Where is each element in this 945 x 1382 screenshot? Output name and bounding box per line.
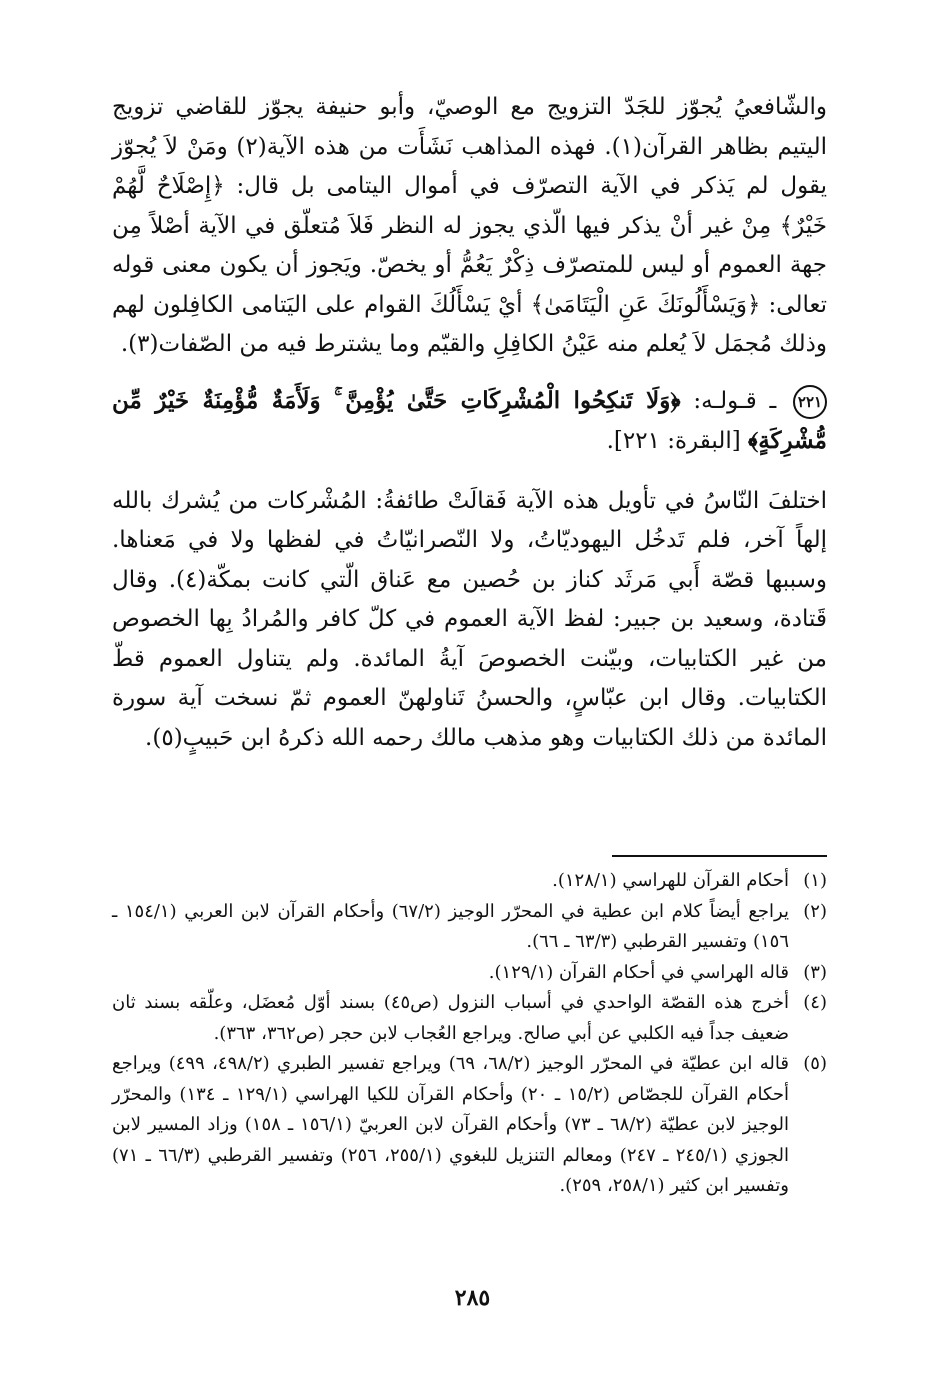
verse-number-badge: ٢٢١ [793, 385, 827, 419]
verse-paragraph [112, 381, 827, 462]
footnote-number: (٢) [803, 900, 827, 922]
verse-reference: [البقرة: ٢٢١]. [606, 428, 741, 454]
footnote-text: أخرج هذه القصّة الواحدي في أسباب النزول (ص٤٥) بسند أوّل مُعضَل، وعلّقه بسند ثان ضعيف جداً فيه الكلبي عن أبي صالح. ويراجع العُجاب لابن حجر (ص٣٦٢، ٣٦٣). [112, 992, 789, 1044]
footnote-number: (٣) [803, 961, 827, 983]
paragraph-1: والشّافعيُ يُجوّز للجَدّ التزويج مع الوصيّ، وأبو حنيفة يجوّز للقاضي تزويج اليتيم بظاهر القرآن(١). فهذه المذاهب نَشَأَت من هذه الآية(٢) ومَنْ لاَ يُجوّز يقول لم يَذكر في الآية التصرّف في أموال اليتامى بل قال: ﴿إِصْلَاحٌ لَّهُمْ خَيْرٌ﴾ مِنْ غير أنْ يذكر فيها الّذي يجوز له النظر فَلاَ مُتعلّق في الآية أصْلاً مِن جهة العموم أو ليس للمتصرّف ذِكْرٌ يَعُمُّ أو يخصّ. ويَجوز أن يكون معنى قوله تعالى: ﴿وَيَسْأَلُونَكَ عَنِ الْيَتَامَىٰ﴾ أيْ يَسْأَلُكَ القوام على اليَتامى الكافِلون لهم وذلك مُجمَل لاَ يُعلم منه عَيْنُ الكافِلِ والقيّم وما يشترط فيه من الصّفات(٣). [112, 94, 827, 357]
page-number: ٢٨٥ [454, 1285, 491, 1311]
verse-text: ﴿وَلَا تَنكِحُوا الْمُشْرِكَاتِ حَتَّىٰ يُؤْمِنَّ ۚ وَلَأَمَةٌ مُّؤْمِنَةٌ خَيْرٌ مِّن مُّشْرِكَةٍ﴾ [112, 386, 827, 454]
verse-intro: ـ قـولـه: [693, 387, 777, 414]
footnotes [112, 866, 827, 1202]
footnote-text: قاله الهراسي في أحكام القرآن (١٢٩/١). [488, 961, 789, 983]
paragraph-2: اختلفَ النّاسُ في تأويل هذه الآية فَقالَتْ طائفةُ: المُشْركات من يُشرك بالله إلهاً آخر، فلم تَدخُل اليهوديّاتُ، ولا النّصرانيّاتُ في لفظها ولا في مَعناها. وسببها قصّة أَبي مَرثَد كناز بن حُصين مع عَناق الّتي كانت بمكّة(٤). وقال قَتادة، وسعيد بن جبير: لفظ الآية العموم في كلّ كافر والمُرادُ بِها الخصوص من غير الكتابيات، وبيّنت الخصوصَ آيةُ المائدة. ولم يتناول العموم قطّ الكتابيات. وقال ابن عبّاسٍ، والحسنُ تَناولهنّ العموم ثمّ نسخت آية سورة المائدة من ذلك الكتابيات وهو مذهب مالك رحمه الله ذكرهُ ابن حَبيبٍ(٥). [112, 487, 827, 751]
footnote-separator [612, 855, 827, 857]
page-body [112, 88, 827, 758]
footnote-number: (١) [803, 870, 827, 891]
footnote [112, 1049, 827, 1202]
footnote-number: (٥) [803, 1053, 827, 1074]
footnote-text: يراجع أيضاً كلام ابن عطية في المحرّر الوجيز (٦٧/٢) وأحكام القرآن لابن العربي (١٥٤/١ ـ ١٥٦) وتفسير القرطبي (٦٣/٣ ـ ٦٦). [112, 900, 789, 952]
footnote [112, 988, 827, 1049]
footnote-text: قاله ابن عطيّة في المحرّر الوجيز (٦٨/٢، ٦٩) ويراجع تفسير الطبري (٤٩٨/٢، ٤٩٩) ويراجع أحكام القرآن للجصّاص (١٥/٢ ـ ٢٠) وأحكام القرآن للكيا الهراسي (١٢٩/١ ـ ١٣٤) والمحرّر الوجيز لابن عطيّة (٦٨/٢ ـ ٧٣) وأحكام القرآن لابن العربيّ (١٥٦/١ ـ ١٥٨) وزاد المسير لابن الجوزي (٢٤٥/١ ـ ٢٤٧) ومعالم التنزيل للبغوي (٢٥٥/١، ٢٥٦) وتفسير القرطبي (٦٦/٣ ـ ٧١) وتفسير ابن كثير (٢٥٨/١، ٢٥٩). [112, 1053, 790, 1196]
footnote-text: أحكام القرآن للهراسي (١٢٨/١). [552, 870, 789, 891]
footnote [112, 958, 827, 989]
footnote-number: (٤) [803, 992, 827, 1013]
footnote [112, 897, 827, 958]
footnote [112, 866, 827, 897]
